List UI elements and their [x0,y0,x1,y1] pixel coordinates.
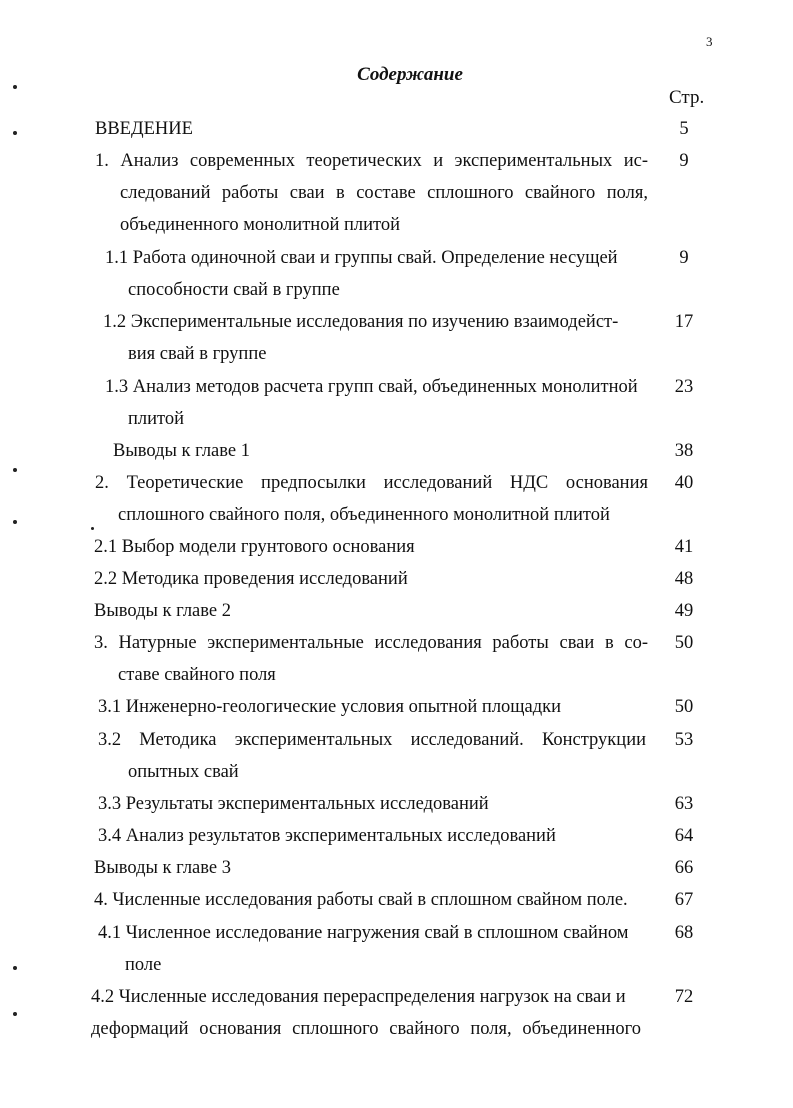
toc-entry-conclusions-2: Выводы к главе 2 [94,601,231,621]
toc-entry-4-page: 67 [674,890,694,910]
toc-entry-3-page: 50 [674,633,694,653]
toc-entry-conclusions-3-page: 66 [674,858,694,878]
scan-speck [13,1012,17,1016]
toc-entry-2-1-page: 41 [674,537,694,557]
page-column-header: Стр. [669,87,705,108]
toc-entry-3-1: 3.1 Инженерно-геологические условия опытной площадки [98,697,562,717]
toc-entry-4-2-line-2: деформаций основания сплошного свайного поля, объединенного [91,1019,641,1039]
toc-entry-1-1-line-1: 1.1 Работа одиночной сваи и группы свай. Определение несущей [105,248,618,268]
toc-entry-1-1-page: 9 [679,248,689,268]
scan-speck [13,85,17,89]
toc-entry-3-4: 3.4 Анализ результатов экспериментальных исследований [98,826,556,846]
toc-entry-3-2-line-1: 3.2 Методика экспериментальных исследований. Конструкции [98,730,646,750]
toc-entry-1-2-line-1: 1.2 Экспериментальные исследования по изучению взаимодейст- [103,312,619,332]
toc-entry-3-4-page: 64 [674,826,694,846]
toc-entry-3-1-page: 50 [674,697,694,717]
toc-entry-4-2-line-1: 4.2 Численные исследования перераспределения нагрузок на сваи и [91,987,626,1007]
toc-entry-1-1-line-2: способности свай в группе [128,280,340,300]
scan-speck [13,520,17,524]
scan-speck [13,468,17,472]
toc-entry-1-line-2: следований работы сваи в составе сплошного свайного поля, [120,183,648,203]
toc-entry-intro-line-1: ВВЕДЕНИЕ [95,119,193,139]
page-number: 3 [706,34,713,49]
toc-entry-1-page: 9 [679,151,689,171]
toc-entry-1-line-3: объединенного монолитной плитой [120,215,400,235]
scan-speck [13,966,17,970]
toc-entry-intro-page: 5 [679,119,689,139]
toc-entry-4-1-page: 68 [674,923,694,943]
toc-entry-2-1: 2.1 Выбор модели грунтового основания [94,537,415,557]
scan-speck [13,131,17,135]
toc-entry-1-line-1: 1. Анализ современных теоретических и экспериментальных ис- [95,151,648,171]
toc-entry-conclusions-3: Выводы к главе 3 [94,858,231,878]
toc-entry-2-page: 40 [674,473,694,493]
toc-entry-2-2-page: 48 [674,569,694,589]
toc-entry-conclusions-1-page: 38 [674,441,694,461]
toc-title: Содержание [357,64,463,85]
toc-entry-1-3-line-2: плитой [128,409,185,429]
toc-entry-3-line-1: 3. Натурные экспериментальные исследования работы сваи в со- [94,633,648,653]
toc-entry-2-2: 2.2 Методика проведения исследований [94,569,408,589]
toc-entry-3-2-page: 53 [674,730,694,750]
toc-entry-4-2-page: 72 [674,987,694,1007]
toc-entry-2-line-1: 2. Теоретические предпосылки исследований НДС основания [95,473,648,493]
toc-entry-3-line-2: ставе свайного поля [118,665,276,685]
toc-entry-1-3-line-1: 1.3 Анализ методов расчета групп свай, объединенных монолитной [105,377,638,397]
toc-entry-1-2-line-2: вия свай в группе [128,344,267,364]
toc-entry-3-3: 3.3 Результаты экспериментальных исследований [98,794,489,814]
toc-entry-4: 4. Численные исследования работы свай в сплошном свайном поле. [94,890,628,910]
toc-entry-1-3-page: 23 [674,377,694,397]
toc-entry-4-1-line-2: поле [125,955,162,975]
toc-entry-3-3-page: 63 [674,794,694,814]
toc-entry-1-2-page: 17 [674,312,694,332]
toc-entry-conclusions-1: Выводы к главе 1 [113,441,250,461]
toc-entry-4-1-line-1: 4.1 Численное исследование нагружения свай в сплошном свайном [98,923,629,943]
toc-entry-conclusions-2-page: 49 [674,601,694,621]
toc-entry-3-2-line-2: опытных свай [128,762,239,782]
toc-entry-2-line-2: сплошного свайного поля, объединенного монолитной плитой [118,505,610,525]
scan-speck [91,527,94,530]
